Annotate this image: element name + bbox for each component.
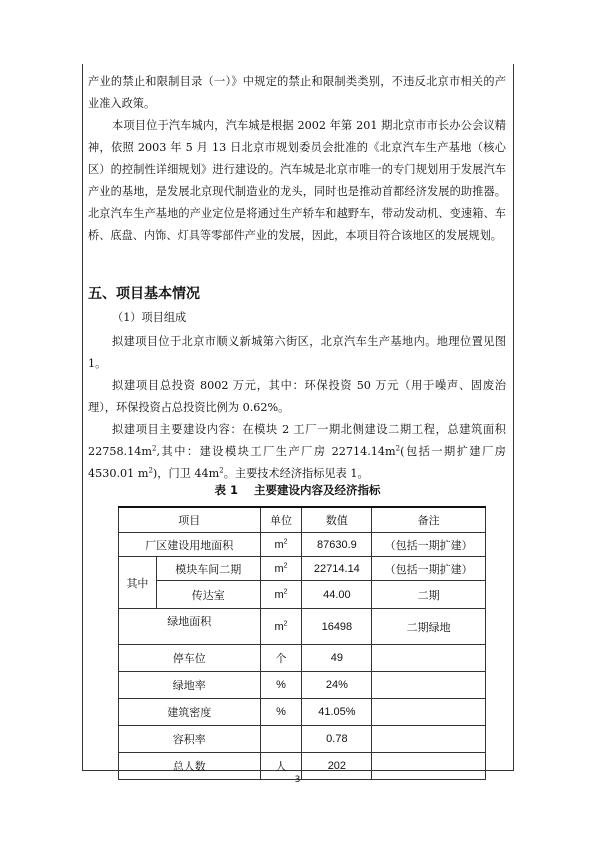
row-note: （包括一期扩建）	[372, 533, 486, 557]
row-note: 二期	[372, 581, 486, 609]
row-value: 16498	[302, 609, 372, 645]
p5-sup-2: 2	[395, 444, 401, 453]
row-value: 49	[302, 645, 372, 672]
table-row	[119, 609, 486, 645]
row-unit: $m^2$	[260, 609, 302, 645]
row-item: 建筑密度	[119, 699, 261, 726]
row-value: 44.00	[302, 581, 372, 609]
row-value: 24%	[302, 672, 372, 699]
header-value: 数值	[302, 507, 372, 533]
row-value: 22714.14	[302, 557, 372, 581]
header-note: 备注	[372, 507, 486, 533]
row-unit: $m^2$	[260, 533, 302, 557]
row-unit: %	[260, 672, 302, 699]
row-item: 模块车间二期	[156, 557, 260, 581]
paragraph-2: 本项目位于汽车城内，汽车城是根据 2002 年第 201 期北京市市长办公会议精神，依照 2003 年 5 月 13 日北京市规划委员会批准的《北京汽车生产基地（核心区）的控制性详细规划》进行建设的。汽车城是北京市唯一的专门规划用于发展汽车产业的基地，是发展北京现代制造业的龙头，同时也是推动首都经济发展的助推器。北京汽车生产基地的产业定位是将通过生产轿车和越野车，带动发动机、变速箱、车桥、底盘、内饰、灯具等零部件产业的发展，因此，本项目符合该地区的发展规划。	[88, 119, 506, 242]
p5-sup-4: 2	[219, 466, 224, 475]
p5-part-c: (包括一期扩建厂房 4530.01 m	[88, 445, 506, 480]
row-item: 绿地率	[119, 672, 261, 699]
row-note	[372, 645, 486, 672]
header-unit: 单位	[260, 507, 302, 533]
table-row	[119, 557, 486, 581]
p5-part-b: ,其中：建设模块工厂生产厂房 22714.14m	[156, 445, 396, 458]
p5-part-e: 。主要技术经济指标见表 1。	[223, 467, 369, 480]
row-value: 87630.9	[302, 533, 372, 557]
row-item: 绿地面积	[119, 609, 261, 645]
row-item: 停车位	[119, 645, 261, 672]
p5-part-d: )，门卫 44m	[152, 467, 220, 480]
p5-sup-3: 2	[148, 466, 153, 475]
row-item: 厂区建设用地面积	[119, 533, 261, 557]
row-unit	[260, 726, 302, 753]
table-row	[119, 533, 486, 557]
economic-indicators-table	[118, 506, 486, 780]
table-row	[119, 672, 486, 699]
p5-part-a: 拟建项目主要建设内容：在模块 2 工厂一期北侧建设二期工程，总建筑面积 22758.14m	[88, 423, 506, 458]
section-heading: 五、项目基本情况	[88, 286, 200, 302]
row-note: 二期绿地	[372, 609, 486, 645]
row-value: 202	[302, 753, 372, 780]
row-note: （包括一期扩建）	[372, 557, 486, 581]
p5-sup-1: 2	[152, 444, 157, 453]
row-item: 总人数	[119, 753, 261, 780]
row-unit: $m^2$	[260, 581, 302, 609]
group-label: 其中	[119, 557, 157, 609]
subsection-label: （1）项目组成	[112, 311, 187, 324]
table-row	[119, 699, 486, 726]
row-value: 0.78	[302, 726, 372, 753]
row-item: 传达室	[156, 581, 260, 609]
paragraph-4: 拟建项目总投资 8002 万元，其中：环保投资 50 万元（用于噪声、固废治理），环保投资占总投资比例为 0.62%。	[88, 379, 506, 414]
row-note	[372, 726, 486, 753]
header-item: 项目	[119, 507, 261, 533]
row-unit: $m^2$	[260, 557, 302, 581]
row-note	[372, 699, 486, 726]
row-note	[372, 672, 486, 699]
row-unit: 人	[260, 753, 302, 780]
row-unit: %	[260, 699, 302, 726]
paragraph-5	[88, 419, 506, 485]
paragraph-1: 产业的禁止和限制目录（一）》中规定的禁止和限制类类别，不违反北京市相关的产业准入政策。	[88, 75, 506, 110]
table-caption	[0, 482, 595, 498]
row-item: 容积率	[119, 726, 261, 753]
table-caption-title: 主要建设内容及经济指标	[254, 483, 381, 497]
paragraph-3: 拟建项目位于北京市顺义新城第六街区，北京汽车生产基地内。地理位置见图 1。	[88, 335, 506, 370]
table-row	[119, 726, 486, 753]
table-row	[119, 645, 486, 672]
row-value: 41.05%	[302, 699, 372, 726]
row-unit: 个	[260, 645, 302, 672]
page-number: 3	[294, 775, 301, 785]
table-row	[119, 581, 486, 609]
table-caption-number: 表 1	[214, 483, 238, 497]
table-header-row	[119, 507, 486, 533]
